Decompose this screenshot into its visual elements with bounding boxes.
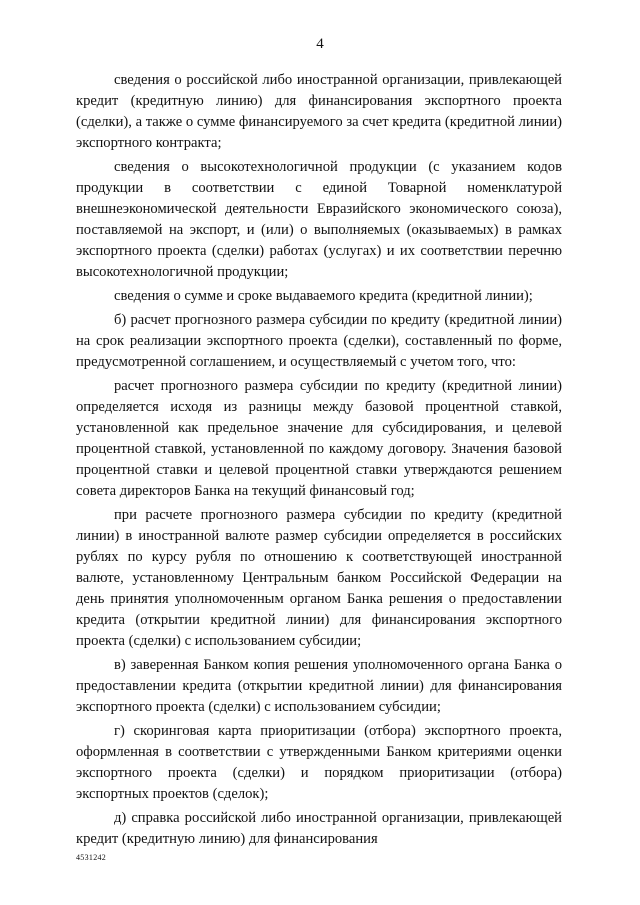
document-body: [76, 70, 562, 853]
document-code: 4531242: [76, 853, 107, 862]
paragraph: сведения о российской либо иностранной организации, привлекающей кредит (кредитную линию) для финансирования экспортного проекта (сделки), а также о сумме финансируемого за счет кредита (кредитной линии) экспортного контракта;: [76, 72, 562, 151]
paragraph: сведения о высокотехнологичной продукции (с указанием кодов продукции в соответствии с единой Товарной номенклатурой внешнеэкономической деятельности Евразийского экономического союза), поставляемой на экспорт, и (или) о выполняемых (оказываемых) в рамках экспортного проекта (сделки) работах (услугах) и их соответствии перечню высокотехнологичной продукции;: [76, 159, 562, 280]
page-number: 4: [316, 36, 324, 52]
paragraph: б) расчет прогнозного размера субсидии по кредиту (кредитной линии) на срок реализации экспортного проекта (сделки), составленный по форме, предусмотренной соглашением, и осуществляемый с учетом того, что:: [76, 312, 562, 370]
paragraph: при расчете прогнозного размера субсидии по кредиту (кредитной линии) в иностранной валюте размер субсидии определяется в российских рублях по курсу рубля по отношению к соответствующей иностранной валюте, установленному Центральным банком Российской Федерации на день принятия уполномоченным органом Банка решения о предоставлении кредита (открытии кредитной линии) для финансирования экспортного проекта (сделки) с использованием субсидии;: [76, 507, 562, 649]
paragraph: д) справка российской либо иностранной организации, привлекающей кредит (кредитную линию) для финансирования: [76, 810, 562, 847]
paragraph: расчет прогнозного размера субсидии по кредиту (кредитной линии) определяется исходя из разницы между базовой процентной ставкой, установленной как предельное значение для субсидирования, и целевой процентной ставкой, установленной по каждому договору. Значения базовой процентной ставки и целевой процентной ставки утверждаются решением совета директоров Банка на текущий финансовый год;: [76, 378, 562, 499]
paragraph: в) заверенная Банком копия решения уполномоченного органа Банка о предоставлении кредита (открытии кредитной линии) для финансирования экспортного проекта (сделки) с использованием субсидии;: [76, 657, 562, 715]
paragraph: сведения о сумме и сроке выдаваемого кредита (кредитной линии);: [114, 288, 533, 304]
paragraph: г) скоринговая карта приоритизации (отбора) экспортного проекта, оформленная в соответствии с утвержденными Банком критериями оценки экспортного проекта (сделки) и порядком приоритизации (отбора) экспортных проектов (сделок);: [76, 723, 562, 802]
